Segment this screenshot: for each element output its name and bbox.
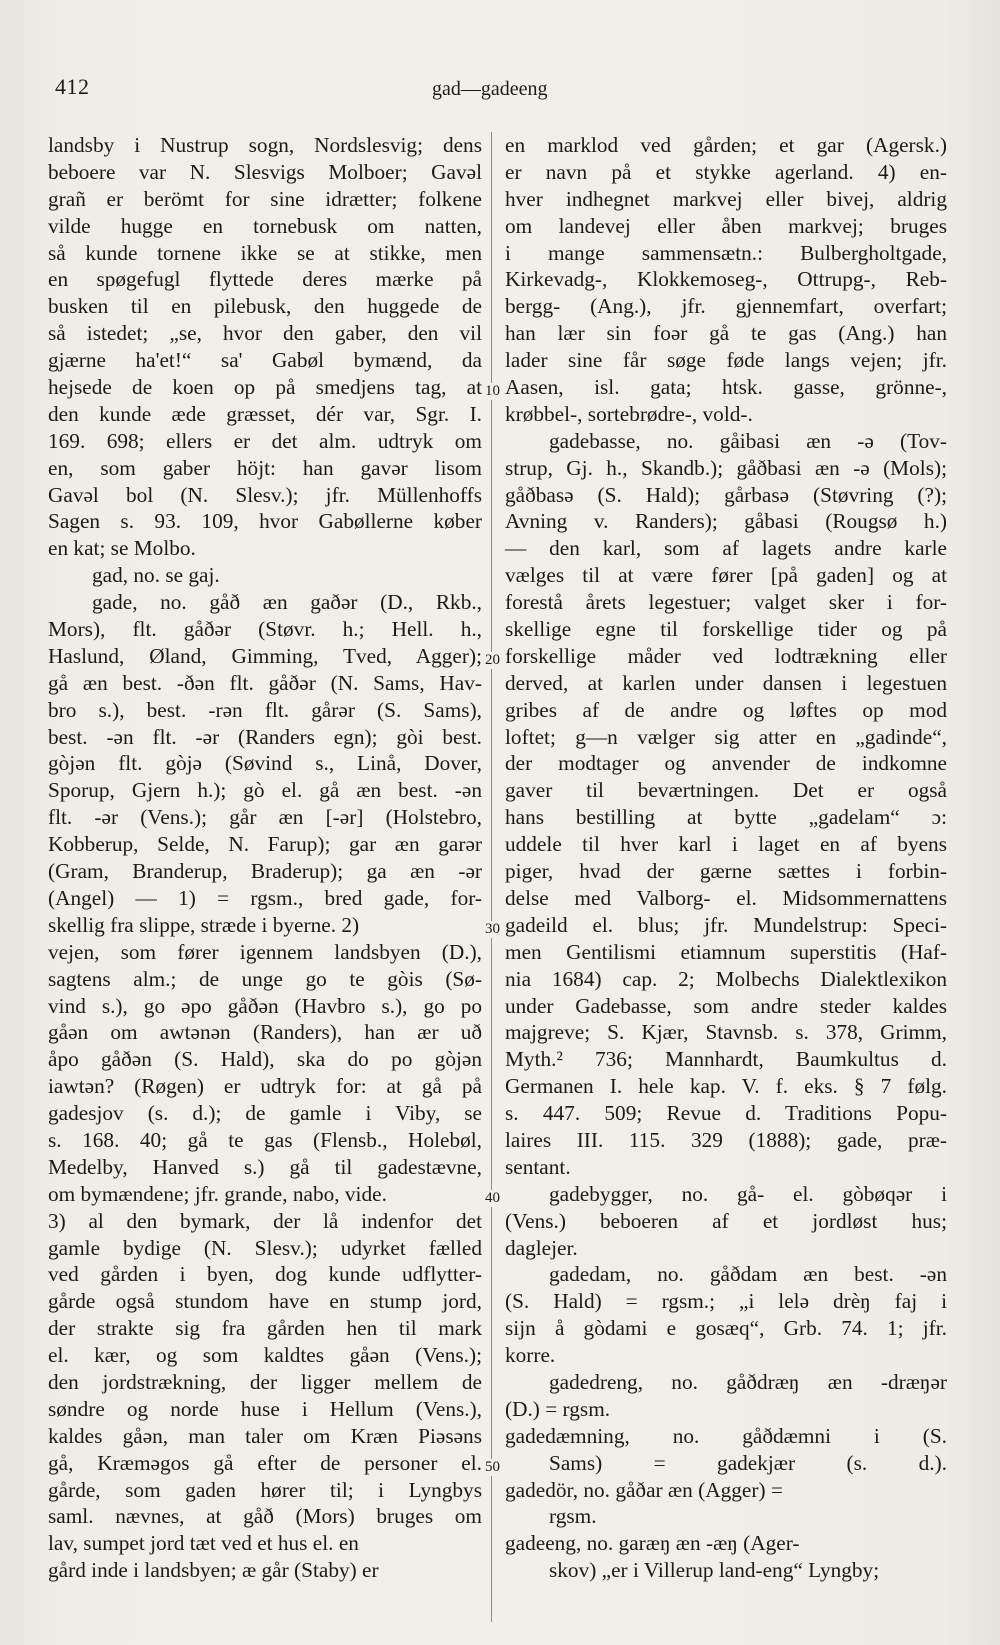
entry-headword-line: rgsm. <box>549 1504 597 1529</box>
text-line: åpo gåðən (S. Hald), ska do po gòjən <box>48 1047 482 1072</box>
left-column <box>48 132 482 1584</box>
text-line: gård inde i landsbyen; æ går (Staby) er <box>48 1558 379 1583</box>
text-line: (D.) = rgsm. <box>505 1396 611 1421</box>
text-line: han lær sin foər gå te gas (Ang.) han <box>505 321 947 346</box>
text-line: gadeild el. blus; jfr. Mundelstrup: Speci- <box>505 912 947 937</box>
text-line: søndre og norde huse i Hellum (Vens.), <box>48 1396 482 1421</box>
text-line: — den karl, som af lagets andre karle <box>505 536 947 561</box>
right-column <box>505 132 947 1584</box>
entry-headword-line: gadebygger, no. gå- el. gòbøqər i <box>549 1181 947 1206</box>
text-line: sijn å gòdami e gosæq“, Grb. 74. 1; jfr. <box>505 1316 947 1341</box>
text-line: lav, sumpet jord tæt ved et hus el. en <box>48 1531 359 1556</box>
text-line: vælges til at være fører [på gaden] og at <box>505 563 947 588</box>
text-line: bro s.), best. -rən flt. gårər (S. Sams), <box>48 697 482 722</box>
text-line: Gavəl bol (N. Slesv.); jfr. Müllenhoffs <box>48 482 482 507</box>
text-line: den jordstrækning, der ligger mellem de <box>48 1369 482 1394</box>
text-line: 3) al den bymark, der lå indenfor det <box>48 1208 482 1233</box>
text-line: bergg- (Ang.), jfr. gjennemfart, overfart; <box>505 294 947 319</box>
text-line: hejsede de koen op på smedjens tag, at <box>48 375 482 400</box>
text-line: under Gadebasse, som andre steder kaldes <box>505 993 947 1018</box>
text-line: nia 1684) cap. 2; Molbechs Dialektlexikon <box>505 966 947 991</box>
line-number-40: 40 <box>485 1190 500 1206</box>
text-line: korre. <box>505 1343 556 1368</box>
text-line: en, som gaber höjt: han gavər lisom <box>48 455 482 480</box>
text-line: busken til en pilebusk, den huggede de <box>48 294 482 319</box>
entry-headword-line: gade, no. gåð æn gaðər (D., Rkb., <box>92 590 482 615</box>
text-line: Medelby, Hanved s.) gå til gadestævne, <box>48 1154 482 1179</box>
text-line: men Gentilismi etiamnum superstitis (Haf- <box>505 939 947 964</box>
entry-headword-line: skov) „er i Villerup land-eng“ Lyngby; <box>549 1558 880 1583</box>
text-line: er navn på et stykke agerland. 4) en- <box>505 159 947 184</box>
text-line: gåən om awtənən (Randers), han ær uð <box>48 1020 482 1045</box>
text-line: så kunde tornene ikke se at stikke, men <box>48 240 482 265</box>
text-line: forskellige måder ved lodtrækning eller <box>505 643 947 668</box>
text-line: om landevej eller åben markvej; bruges <box>505 213 947 238</box>
text-line: landsby i Nustrup sogn, Nordslesvig; dens <box>48 133 482 157</box>
text-line: beboere var N. Slesvigs Molboer; Gavəl <box>48 159 482 184</box>
text-line: grañ er berömt for sine idrætter; folkene <box>48 186 482 211</box>
text-line: laires III. 115. 329 (1888); gade, præ- <box>505 1127 947 1152</box>
text-line: gamle bydige (N. Slesv.); udyrket fælled <box>48 1235 482 1260</box>
text-line: (Angel) — 1) = rgsm., bred gade, for- <box>48 885 482 910</box>
text-line: 169. 698; ellers er det alm. udtryk om <box>48 428 482 453</box>
text-line: strup, Gj. h., Skandb.); gåðbasi æn -ə (Mols); <box>505 455 947 480</box>
text-line: Mors), flt. gåðər (Støvr. h.; Hell. h., <box>48 617 482 642</box>
text-line: Sagen s. 93. 109, hvor Gabøllerne køber <box>48 509 482 534</box>
text-line: Avning v. Randers); gåbasi (Rougsø h.) <box>505 509 947 534</box>
text-line: gå, Kræməgos gå efter de personer el. <box>48 1450 482 1475</box>
text-line: piger, hvad der gærne sættes i forbin- <box>505 859 947 884</box>
text-line: skellig fra slippe, stræde i byerne. 2) <box>48 912 360 937</box>
text-line: derved, at karlen under dansen i legestuen <box>505 670 947 695</box>
text-line: Myth.² 736; Mannhardt, Baumkultus d. <box>505 1047 947 1072</box>
text-line: flt. -ər (Vens.); går æn [-ər] (Holstebro, <box>48 805 482 830</box>
text-line: kaldes gåən, man taler om Kræn Piəsəns <box>48 1423 482 1448</box>
entry-headword-line: gadebasse, no. gåibasi æn -ə (Tov- <box>549 428 947 453</box>
text-line: en spøgefugl flyttede deres mærke på <box>48 267 482 292</box>
text-line: hans bestilling at bytte „gadelam“ ɔ: <box>505 805 947 830</box>
text-line: vind s.), go əpo gåðən (Havbro s.), go po <box>48 993 482 1018</box>
text-line: gaver til beværtningen. Det er også <box>505 778 947 803</box>
text-line: gribes af de andre og løftes op mod <box>505 697 947 722</box>
text-line: majgreve; S. Kjær, Stavnsb. s. 378, Grimm, <box>505 1020 947 1045</box>
text-line: iawtən? (Røgen) er udtryk for: at gå på <box>48 1074 482 1099</box>
text-line: Sporup, Gjern h.); gò el. gå æn best. -ən <box>48 778 482 803</box>
text-line: gòjən flt. gòjə (Søvind s., Linå, Dover, <box>48 751 482 776</box>
text-line: Kirkevadg-, Klokkemoseg-, Ottrupg-, Reb- <box>505 267 947 292</box>
text-line: Aasen, isl. gata; htsk. gasse, grönne-, <box>505 375 947 400</box>
text-line: hver indhegnet markvej eller bivej, aldrig <box>505 186 947 211</box>
text-line: vejen, som fører igennem landsbyen (D.), <box>48 939 482 964</box>
text-line: skellige egne til forskellige tider og på <box>505 617 947 642</box>
text-line: Germanen I. hele kap. V. f. eks. § 7 følg. <box>505 1074 947 1099</box>
text-line: der strakte sig fra gården hen til mark <box>48 1316 482 1341</box>
text-line: gårde også stundom have en stump jord, <box>48 1289 482 1314</box>
text-line: gadeeng, no. garæŋ æn -æŋ (Ager- <box>505 1531 800 1556</box>
text-line: (Gram, Branderup, Braderup); ga æn -ər <box>48 859 482 884</box>
text-line: best. -ən flt. -ər (Randers egn); gòi best. <box>48 724 482 749</box>
text-line: s. 447. 509; Revue d. Traditions Popu- <box>505 1101 947 1126</box>
page-number: 412 <box>55 74 90 99</box>
text-line: uddele til hver karl i laget en af byens <box>505 832 947 857</box>
text-line: delse med Valborg- el. Midsommernattens <box>505 885 947 910</box>
text-line: gadedör, no. gåðar æn (Agger) = <box>505 1477 783 1502</box>
text-line: om bymændene; jfr. grande, nabo, vide. <box>48 1181 387 1206</box>
entry-headword-line: gadedreng, no. gåðdræŋ æn -dræŋər <box>549 1369 947 1394</box>
text-line: el. kær, og som kaldtes gåən (Vens.); <box>48 1343 482 1368</box>
text-line: Kobberup, Selde, N. Farup); gar æn garər <box>48 832 482 857</box>
text-line: sentant. <box>505 1154 571 1179</box>
text-line: daglejer. <box>505 1235 578 1260</box>
text-line: en marklod ved gården; et gar (Agersk.) <box>505 133 947 157</box>
text-line: loftet; g—n vælger sig atter en „gadinde“, <box>505 724 947 749</box>
text-line: gåðbasə (S. Hald); gårbasə (Støvring (?); <box>505 482 947 507</box>
entry-headword-line: gadedam, no. gåðdam æn best. -ən <box>549 1262 947 1287</box>
text-line: gå æn best. -ðən flt. gåðər (N. Sams, Hav- <box>48 670 482 695</box>
text-line: (Vens.) beboeren af et jordløst hus; <box>505 1208 947 1233</box>
text-line: en kat; se Molbo. <box>48 536 196 561</box>
entry-headword-line: gad, no. se gaj. <box>92 563 220 588</box>
text-line: forestå årets legestuer; valget sker i for- <box>505 590 947 615</box>
text-line: s. 168. 40; gå te gas (Flensb., Holebøl, <box>48 1127 482 1152</box>
text-line: krøbbel-, sortebrødre-, vold-. <box>505 401 753 426</box>
text-line: gårde, som gaden hører til; i Lyngbys <box>48 1477 482 1502</box>
text-line: så istedet; „se, hvor den gaber, den vil <box>48 321 482 346</box>
text-line: gadesjov (s. d.); de gamle i Viby, se <box>48 1101 482 1126</box>
text-line: vilde hugge en tornebusk om natten, <box>48 213 482 238</box>
text-line: Haslund, Øland, Gimming, Tved, Agger); <box>48 643 482 668</box>
text-line: (S. Hald) = rgsm.; „i lelə drèŋ faj i <box>505 1289 947 1314</box>
text-line: gjærne ha'et!“ sa' Gabøl bymænd, da <box>48 348 482 373</box>
text-line: der modtager og anvender de indkomne <box>505 751 947 776</box>
text-line: i mange sammensætn.: Bulbergholtgade, <box>505 240 947 265</box>
text-line: lader sine får søge føde langs vejen; jfr. <box>505 348 947 373</box>
line-number-20: 20 <box>485 652 500 668</box>
running-head: gad—gadeeng <box>432 78 548 100</box>
text-line: ved gården i byen, dog kunde udflytter- <box>48 1262 482 1287</box>
text-line: saml. nævnes, at gåð (Mors) bruges om <box>48 1504 482 1529</box>
line-number-10: 10 <box>485 383 500 399</box>
column-divider <box>491 132 492 1622</box>
entry-headword-line: Sams) = gadekjær (s. d.). <box>549 1450 947 1475</box>
text-line: gadedæmning, no. gåðdæmni i (S. <box>505 1423 947 1448</box>
text-line: den kunde æde græsset, dér var, Sgr. I. <box>48 401 482 426</box>
text-line: sagtens alm.; de unge go te gòis (Sø- <box>48 966 482 991</box>
line-number-30: 30 <box>485 921 500 937</box>
line-number-50: 50 <box>485 1459 500 1475</box>
